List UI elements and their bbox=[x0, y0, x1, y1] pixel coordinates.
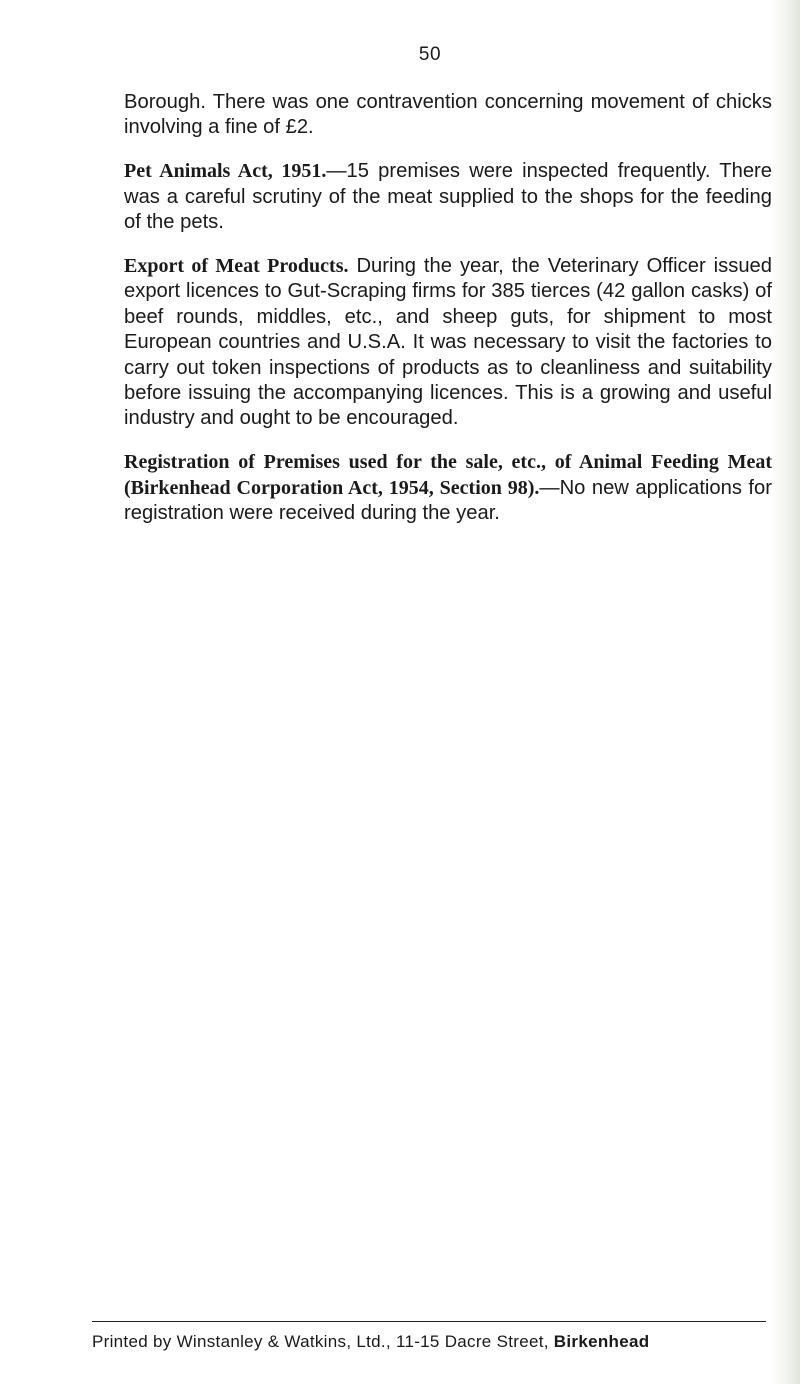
page-number: 50 bbox=[418, 44, 442, 65]
section-heading-pet-animals: Pet Animals Act, 1951. bbox=[124, 160, 327, 183]
paragraph-text: Borough. There was one contravention concerning movement of chicks involving a fine of £2. bbox=[124, 91, 772, 139]
paragraph-text: —No new applications for registration were received during the year. bbox=[124, 476, 772, 525]
section-heading-export-meat: Export of Meat Products. bbox=[124, 255, 349, 278]
paragraph-text: During the year, the Veterinary Officer issued export licences to Gut-Scraping firms for 385 tierces (42 gallon casks) of beef rounds, middles, etc., and sheep guts, for shipment to most European countries and U.S.A. It was necessary to visit the factories to carry out token inspections of products as to cleanliness and suitability before issuing the accompanying licences. This is a growing and useful industry and ought to be encouraged. bbox=[124, 255, 773, 430]
document-body bbox=[124, 90, 772, 545]
page-edge-shadow bbox=[772, 0, 800, 1384]
paragraph-pet-animals-act bbox=[124, 159, 772, 235]
imprint-text: Printed by Winstanley & Watkins, Ltd., 11-15 Dacre Street, bbox=[92, 1332, 549, 1351]
imprint-city: Birkenhead bbox=[553, 1332, 650, 1351]
paragraph-movement-contravention bbox=[124, 90, 772, 141]
paragraph-registration-premises bbox=[124, 450, 772, 526]
paragraph-export-meat-products bbox=[124, 254, 772, 432]
footer-divider bbox=[92, 1321, 766, 1322]
section-heading-registration: Registration of Premises used for the sale, etc., of Animal Feeding Meat (Birkenhead Corporation Act, 1954, Section 98). bbox=[124, 451, 772, 499]
paragraph-text: —15 premises were inspected frequently. There was a careful scrutiny of the meat supplied to the shops for the feeding of the pets. bbox=[124, 160, 773, 234]
printer-imprint bbox=[92, 1332, 782, 1352]
